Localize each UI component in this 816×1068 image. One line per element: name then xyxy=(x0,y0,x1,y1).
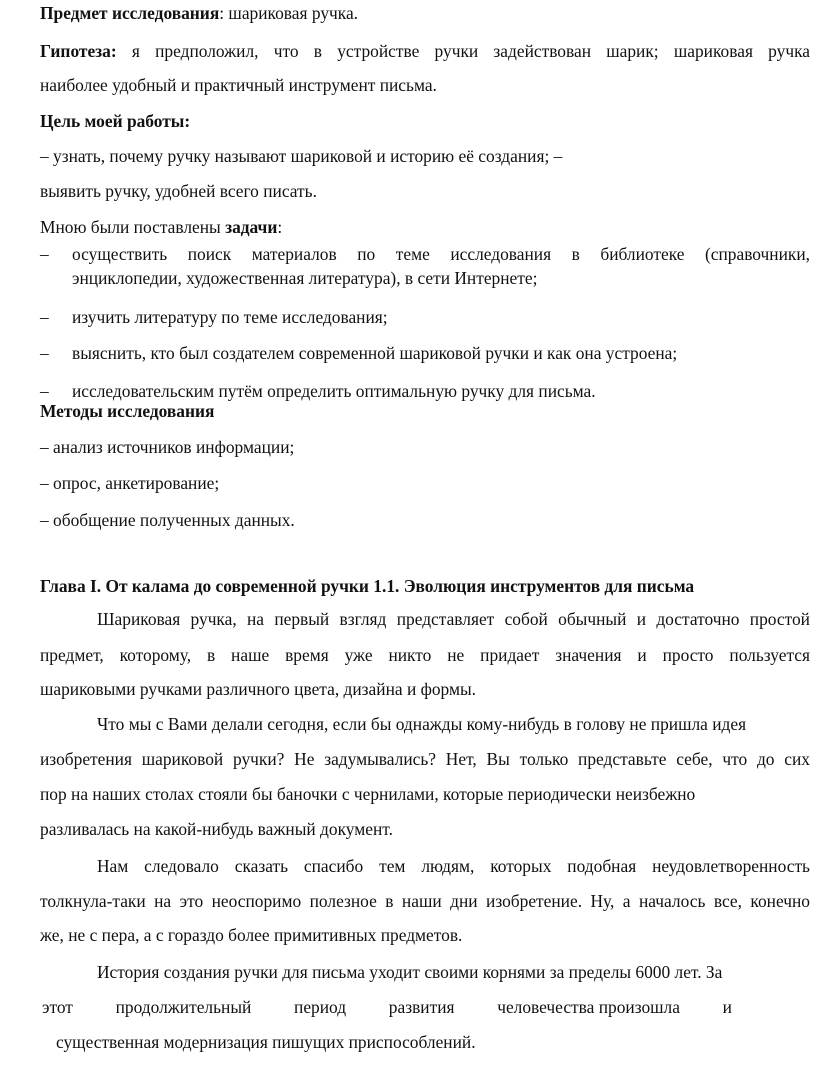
tasks-intro: Мною были поставлены задачи: xyxy=(40,217,283,237)
paragraph-1-line-2: предмет, которому, в наше время уже никто не придает значения и просто пользуется xyxy=(40,645,810,665)
hypothesis-text-1: я предположил, что в устройстве ручки задействован шарик; шариковая ручка xyxy=(116,41,810,61)
paragraph-4-line-2: этот продолжительный период развития человечества произошла и xyxy=(42,997,732,1017)
goal-line-1: – узнать, почему ручку называют шариковой и историю её создания; – xyxy=(40,146,563,166)
task-1-line-2: энциклопедии, художественная литература), в сети Интернете; xyxy=(72,268,538,288)
paragraph-2-line-1: Что мы с Вами делали сегодня, если бы однажды кому-нибудь в голову не пришла идея xyxy=(97,714,747,734)
goal-heading: Цель моей работы: xyxy=(40,111,191,131)
task-2-dash: – xyxy=(40,307,49,327)
task-4: исследовательским путём определить оптимальную ручку для письма. xyxy=(72,381,596,401)
methods-item-2: – опрос, анкетирование; xyxy=(40,473,220,493)
task-3: выяснить, кто был создателем современной шариковой ручки и как она устроена; xyxy=(72,343,678,363)
methods-item-3: – обобщение полученных данных. xyxy=(40,510,295,530)
task-4-dash: – xyxy=(40,381,49,401)
tasks-intro-bold: задачи xyxy=(225,217,278,237)
methods-item-1: – анализ источников информации; xyxy=(40,437,295,457)
paragraph-1-line-1: Шариковая ручка, на первый взгляд представляет собой обычный и достаточно простой xyxy=(97,609,810,629)
task-3-dash: – xyxy=(40,343,49,363)
paragraph-2-line-2: изобретения шариковой ручки? Не задумывались? Нет, Вы только представьте себе, что до сих xyxy=(40,749,810,769)
methods-heading: Методы исследования xyxy=(40,401,215,421)
hypothesis-label: Гипотеза: xyxy=(40,41,117,61)
hypothesis-line-2: наиболее удобный и практичный инструмент письма. xyxy=(40,75,437,95)
paragraph-4-line-3: существенная модернизация пишущих приспособлений. xyxy=(56,1032,476,1052)
task-1-line-1: осуществить поиск материалов по теме исследования в библиотеке (справочники, xyxy=(72,244,810,264)
subject-label: Предмет исследования xyxy=(40,3,220,23)
goal-line-2: выявить ручку, удобней всего писать. xyxy=(40,181,317,201)
paragraph-2-line-4: разливалась на какой-нибудь важный документ. xyxy=(40,819,393,839)
task-2: изучить литературу по теме исследования; xyxy=(72,307,388,327)
subject-value: : шариковая ручка. xyxy=(219,3,359,23)
hypothesis-line-1 xyxy=(40,40,810,62)
chapter-heading: Глава I. От калама до современной ручки 1.1. Эволюция инструментов для письма xyxy=(40,576,695,596)
paragraph-3-line-2: толкнула-таки на это неоспоримо полезное в наши дни изобретение. Ну, а началось все, конечно xyxy=(40,891,810,911)
task-1-dash: – xyxy=(40,244,49,264)
paragraph-4-line-1: История создания ручки для письма уходит своими корнями за пределы 6000 лет. За xyxy=(97,962,723,982)
paragraph-3-line-3: же, не с пера, а с гораздо более примитивных предметов. xyxy=(40,925,463,945)
paragraph-1-line-3: шариковыми ручками различного цвета, дизайна и формы. xyxy=(40,679,477,699)
paragraph-3-line-1: Нам следовало сказать спасибо тем людям, которых подобная неудовлетворенность xyxy=(97,856,810,876)
paragraph-2-line-3: пор на наших столах стояли бы баночки с чернилами, которые периодически неизбежно xyxy=(40,784,696,804)
subject-line xyxy=(40,2,810,24)
